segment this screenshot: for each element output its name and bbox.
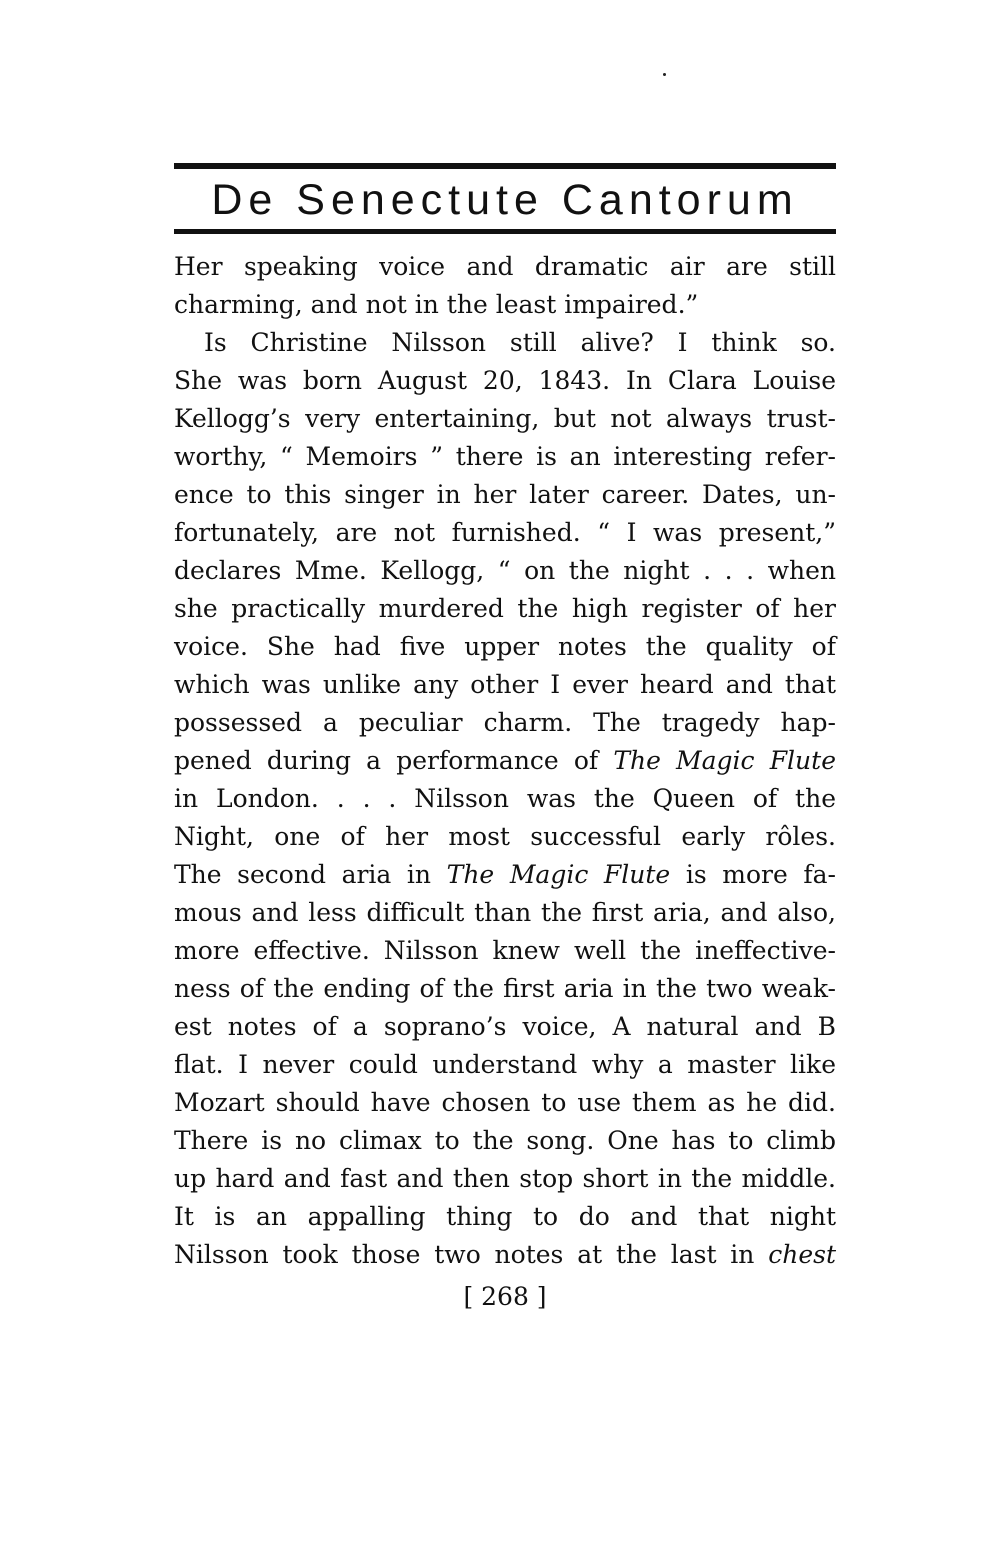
text-line: It is an appalling thing to do and that night	[174, 1202, 836, 1231]
text-segment: pened during a performance of	[174, 746, 614, 775]
text-line: There is no climax to the song. One has to climb	[174, 1126, 836, 1155]
text-line: est notes of a soprano’s voice, A natural and B	[174, 1012, 836, 1041]
book-page	[174, 0, 836, 1552]
text-segment: Nilsson took those two notes at the last in	[174, 1240, 769, 1269]
text-line: more effective. Nilsson knew well the ineffective-	[174, 936, 836, 965]
text-line: declares Mme. Kellogg, “ on the night . . . when	[174, 556, 836, 585]
text-line: Night, one of her most successful early rôles.	[174, 822, 836, 851]
text-line: Is Christine Nilsson still alive? I think so.	[204, 328, 836, 357]
running-head: De Senectute Cantorum	[211, 176, 799, 224]
text-line: charming, and not in the least impaired.”	[174, 290, 699, 319]
text-line: voice. She had five upper notes the quality of	[174, 632, 836, 661]
text-line: possessed a peculiar charm. The tragedy hap-	[174, 708, 836, 737]
text-line: Mozart should have chosen to use them as he did.	[174, 1088, 836, 1117]
text-line: worthy, “ Memoirs ” there is an interesting refer-	[174, 442, 836, 471]
text-line: fortunately, are not furnished. “ I was present,”	[174, 518, 836, 547]
header-rule-bottom	[174, 229, 836, 234]
text-segment: The second aria in	[174, 860, 447, 889]
stray-ink-mark	[663, 73, 666, 76]
italic-title: chest	[768, 1240, 836, 1269]
text-line: which was unlike any other I ever heard and that	[174, 670, 836, 699]
text-line: up hard and fast and then stop short in the middle.	[174, 1164, 836, 1193]
text-line: ence to this singer in her later career. Dates, un-	[174, 480, 836, 509]
text-line: in London. . . . Nilsson was the Queen of the	[174, 784, 836, 813]
text-line: she practically murdered the high register of her	[174, 594, 836, 623]
text-line: mous and less difficult than the first aria, and also,	[174, 898, 836, 927]
text-line: flat. I never could understand why a master like	[174, 1050, 836, 1079]
header-rule-top	[174, 163, 836, 169]
text-line: Her speaking voice and dramatic air are still	[174, 252, 836, 281]
body-text	[174, 248, 836, 1274]
text-line: Kellogg’s very entertaining, but not always trust-	[174, 404, 836, 433]
text-line	[174, 742, 836, 780]
text-line: ness of the ending of the first aria in the two weak-	[174, 974, 836, 1003]
text-line	[174, 1236, 836, 1274]
italic-title: The Magic Flute	[613, 746, 836, 775]
text-segment: is more fa-	[670, 860, 836, 889]
page-number: [ 268 ]	[463, 1282, 547, 1311]
italic-title: The Magic Flute	[446, 860, 671, 889]
text-line: She was born August 20, 1843. In Clara Louise	[174, 366, 836, 395]
text-line	[174, 856, 836, 894]
